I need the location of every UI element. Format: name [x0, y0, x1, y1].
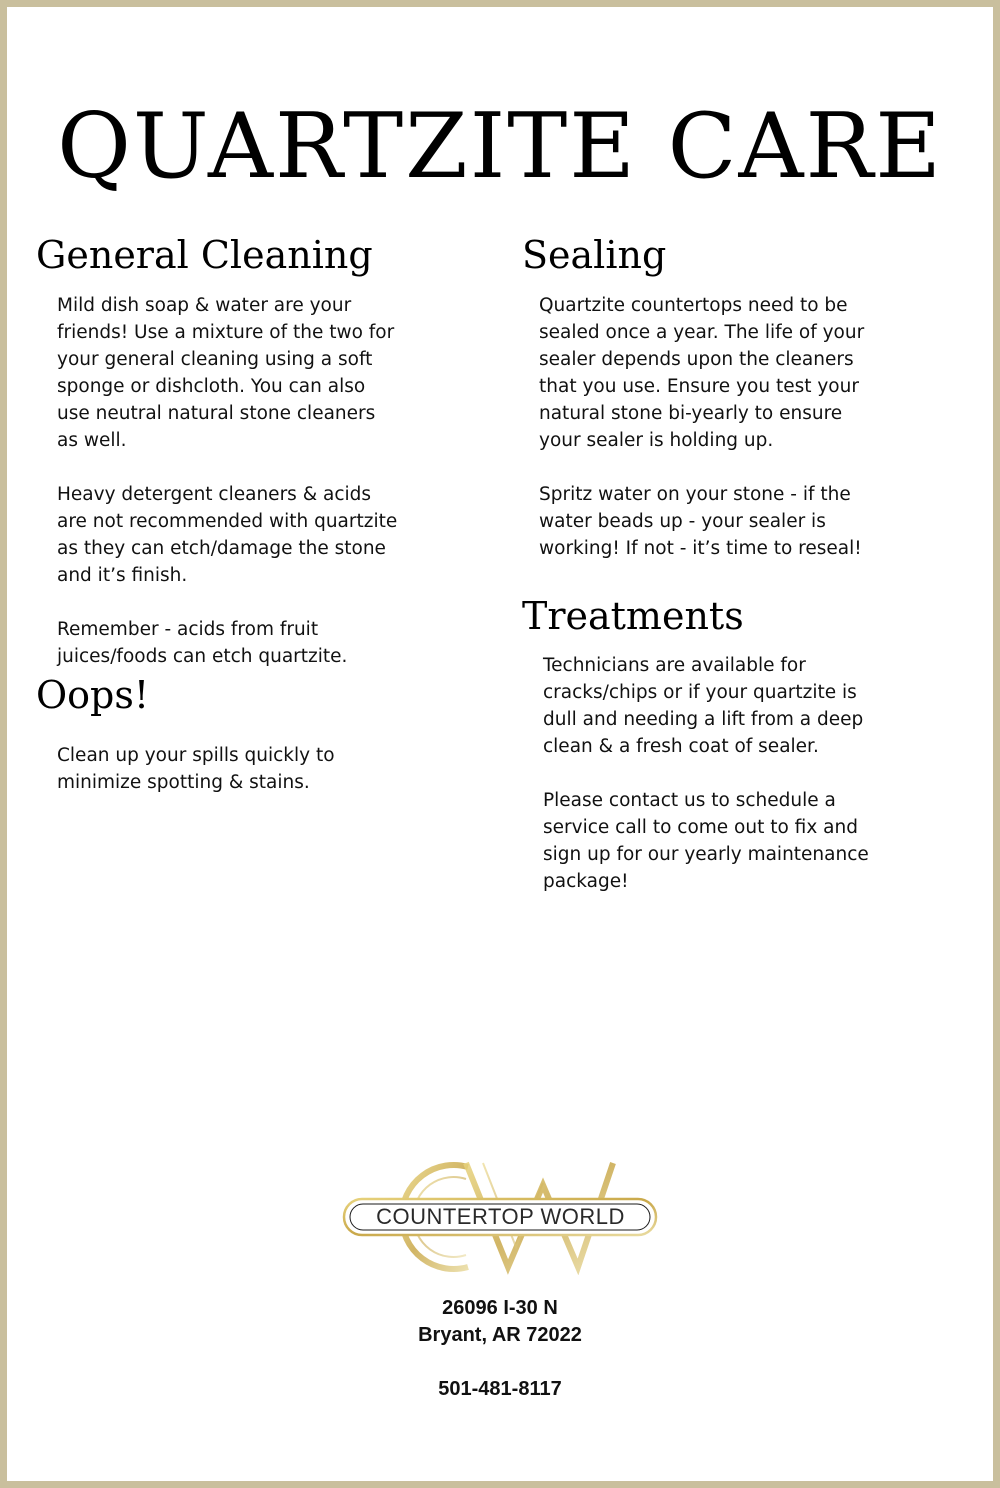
sealing-heading: Sealing [522, 233, 667, 277]
general-cleaning-paragraph: Remember - acids from fruit juices/foods can etch quartzite. [57, 619, 348, 667]
sealing-paragraph: Spritz water on your stone - if the water beads up - your sealer is working! If not - it’s time to reseal! [539, 484, 862, 559]
address-city: Bryant, AR 72022 [418, 1324, 582, 1346]
page-title: QUARTZITE CARE [57, 94, 943, 199]
sealing-body [539, 292, 887, 562]
treatments-paragraph: Technicians are available for cracks/chips or if your quartzite is dull and needing a lift from a deep clean & a fresh coat of sealer. [543, 655, 864, 757]
oops-body [57, 742, 357, 796]
countertop-world-logo [338, 1155, 663, 1275]
oops-paragraph: Clean up your spills quickly to minimize spotting & stains. [57, 745, 335, 793]
oops-heading: Oops! [36, 673, 150, 717]
general-cleaning-paragraph: Mild dish soap & water are your friends! Use a mixture of the two for your general cleaning using a soft sponge or dishcloth. You can also use neutral natural stone cleaners as well. [57, 295, 395, 451]
general-cleaning-paragraph: Heavy detergent cleaners & acids are not recommended with quartzite as they can etch/damage the stone and it’s finish. [57, 484, 398, 586]
address-street: 26096 I-30 N [442, 1297, 558, 1319]
treatments-body [543, 652, 891, 895]
logo-text: COUNTERTOP WORLD [376, 1204, 625, 1229]
treatments-paragraph: Please contact us to schedule a service call to come out to fix and sign up for our yearly maintenance package! [543, 790, 869, 892]
treatments-heading: Treatments [522, 594, 744, 638]
general-cleaning-body [57, 292, 402, 670]
general-cleaning-heading: General Cleaning [36, 233, 373, 277]
sealing-paragraph: Quartzite countertops need to be sealed once a year. The life of your sealer depends upon the cleaners that you use. Ensure you test your natural stone bi-yearly to ensure your sealer is holding up. [539, 295, 865, 451]
phone-number[interactable]: 501-481-8117 [438, 1378, 562, 1400]
